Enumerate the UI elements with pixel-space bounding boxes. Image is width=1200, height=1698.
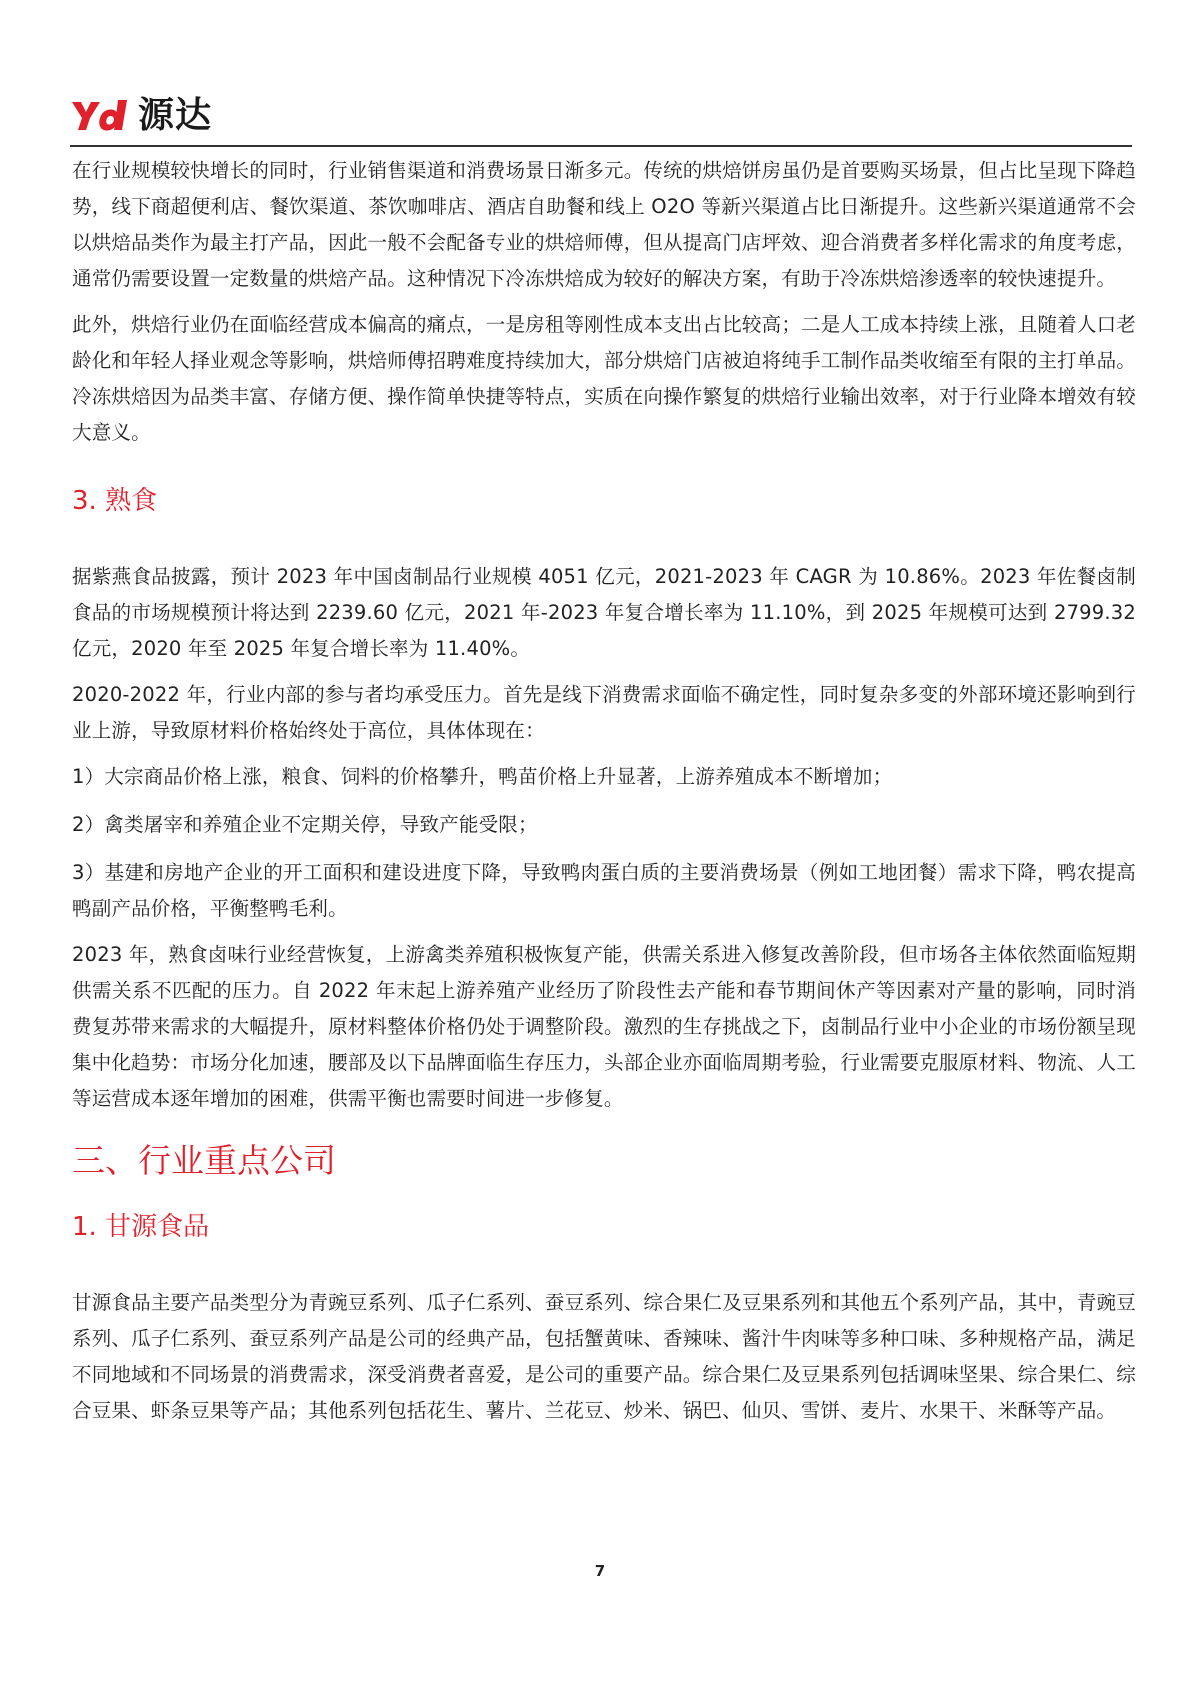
deli-list-item-1: 1）大宗商品价格上涨，粮食、饲料的价格攀升，鸭苗价格上升显著，上游养殖成本不断增加； <box>72 765 893 788</box>
yd-logo-icon <box>72 96 130 136</box>
header-divider <box>70 145 1132 147</box>
chapter-heading-key-companies: 三、行业重点公司 <box>72 1141 336 1180</box>
bakery-paragraph-2: 此外，烘焙行业仍在面临经营成本偏高的痛点，一是房租等刚性成本支出占比较高；二是人工成本持续上涨，且随着人口老龄化和年轻人择业观念等影响，烘焙师傅招聘难度持续加大，部分烘焙门店被迫将纯手工制作品类收缩至有限的主打单品。冷冻烘焙因为品类丰富、存储方便、操作简单快捷等特点，实质在向操作繁复的烘焙行业输出效率，对于行业降本增效有较大意义。 <box>72 313 1136 444</box>
document-body <box>72 153 1136 1439</box>
deli-paragraph-2: 2020-2022 年，行业内部的参与者均承受压力。首先是线下消费需求面临不确定性，同时复杂多变的外部环境还影响到行业上游，导致原材料价格始终处于高位，具体体现在： <box>72 683 1136 742</box>
company-heading-ganyuan: 1. 甘源食品 <box>72 1212 210 1242</box>
page-number: 7 <box>594 1562 606 1580</box>
deli-paragraph-1: 据紫燕食品披露，预计 2023 年中国卤制品行业规模 4051 亿元，2021-2023 年 CAGR 为 10.86%。2023 年佐餐卤制食品的市场规模预计将达到 2239.60 亿元，2021 年-2023 年复合增长率为 11.10%，到 2025 年规模可达到 2799.32 亿元，2020 年至 2025 年复合增长率为 11.40%。 <box>72 565 1136 660</box>
deli-list-item-3: 3）基建和房地产企业的开工面积和建设进度下降，导致鸭肉蛋白质的主要消费场景（例如工地团餐）需求下降，鸭农提高鸭副产品价格，平衡整鸭毛利。 <box>72 861 1136 920</box>
bakery-paragraph-1: 在行业规模较快增长的同时，行业销售渠道和消费场景日渐多元。传统的烘焙饼房虽仍是首要购买场景，但占比呈现下降趋势，线下商超便利店、餐饮渠道、茶饮咖啡店、酒店自助餐和线上 O2O 等新兴渠道占比日渐提升。这些新兴渠道通常不会以烘焙品类作为最主打产品，因此一般不会配备专业的烘焙师傅，但从提高门店坪效、迎合消费者多样化需求的角度考虑，通常仍需要设置一定数量的烘焙产品。这种情况下冷冻烘焙成为较好的解决方案，有助于冷冻烘焙渗透率的较快速提升。 <box>72 159 1136 290</box>
company-paragraph-ganyuan: 甘源食品主要产品类型分为青豌豆系列、瓜子仁系列、蚕豆系列、综合果仁及豆果系列和其他五个系列产品，其中，青豌豆系列、瓜子仁系列、蚕豆系列产品是公司的经典产品，包括蟹黄味、香辣味、酱汁牛肉味等多种口味、多种规格产品，满足不同地域和不同场景的消费需求，深受消费者喜爱，是公司的重要产品。综合果仁及豆果系列包括调味坚果、综合果仁、综合豆果、虾条豆果等产品；其他系列包括花生、薯片、兰花豆、炒米、锅巴、仙贝、雪饼、麦片、水果干、米酥等产品。 <box>72 1291 1136 1422</box>
deli-list-item-2: 2）禽类屠宰和养殖企业不定期关停，导致产能受限； <box>72 813 538 836</box>
brand-name: 源达 <box>138 95 213 136</box>
page-header <box>72 92 212 140</box>
deli-paragraph-3: 2023 年，熟食卤味行业经营恢复，上游禽类养殖积极恢复产能，供需关系进入修复改善阶段，但市场各主体依然面临短期供需关系不匹配的压力。自 2022 年末起上游养殖产业经历了阶段性去产能和春节期间休产等因素对产量的影响，同时消费复苏带来需求的大幅提升，原材料整体价格仍处于调整阶段。激烈的生存挑战之下，卤制品行业中小企业的市场份额呈现集中化趋势：市场分化加速，腰部及以下品牌面临生存压力，头部企业亦面临周期考验，行业需要克服原材料、物流、人工等运营成本逐年增加的困难，供需平衡也需要时间进一步修复。 <box>72 943 1136 1110</box>
section-heading-deli: 3. 熟食 <box>72 486 158 516</box>
